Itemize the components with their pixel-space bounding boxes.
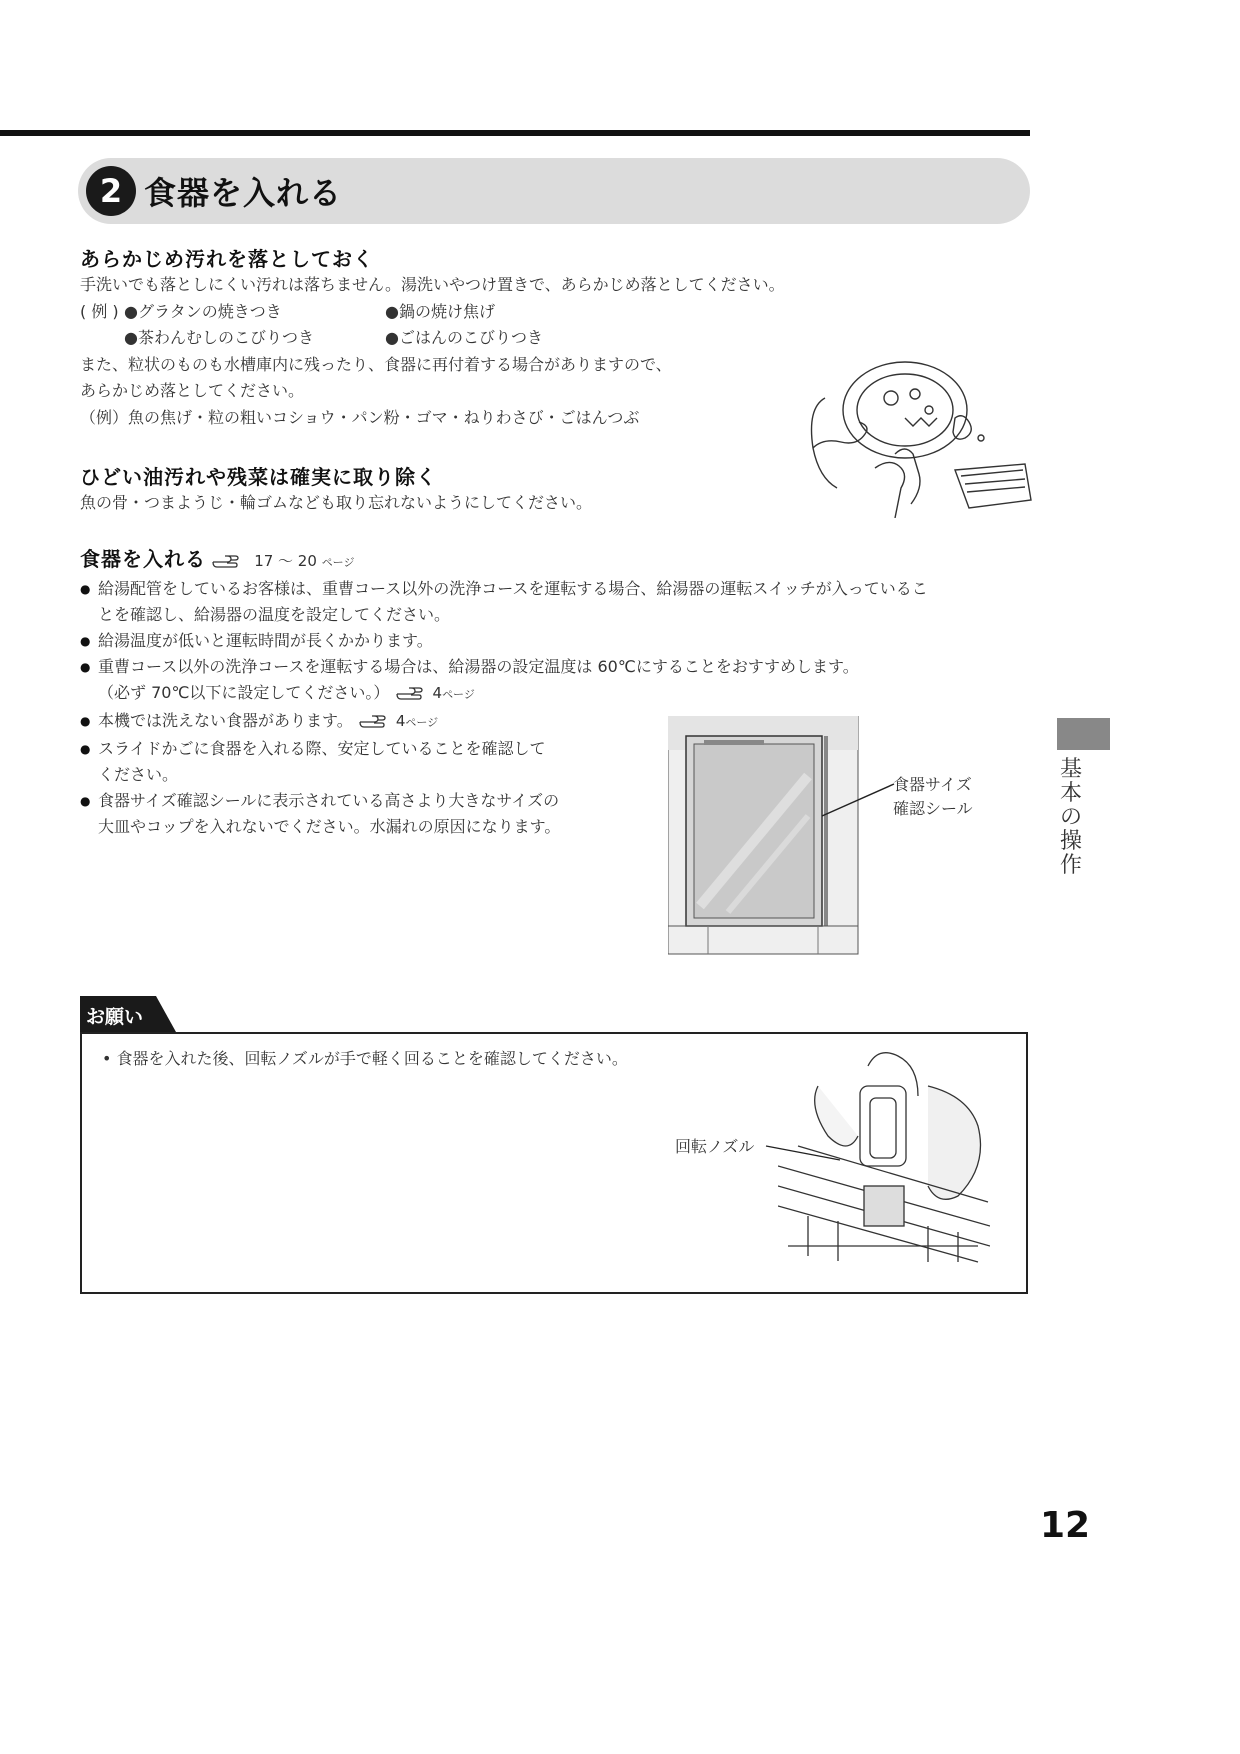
- heading-remove-debris: ひどい油汚れや残菜は確実に取り除く: [80, 465, 437, 489]
- section-title: 食器を入れる: [144, 174, 343, 212]
- list-item: ● 食器サイズ確認シールに表示されている高さより大きなサイズの: [80, 788, 1035, 814]
- list-item: ● 本機では洗えない食器があります。 4ページ: [80, 708, 1035, 736]
- dishwasher-front-illustration: [668, 716, 860, 956]
- pointing-hand-icon: [358, 712, 396, 728]
- list-item-continued: とを確認し、給湯器の温度を設定してください。: [98, 605, 451, 624]
- callout-rotating-nozzle: 回転ノズル: [675, 1137, 755, 1156]
- heading-prewash: あらかじめ汚れを落としておく: [80, 247, 374, 271]
- plate-scraping-illustration: [805, 358, 1035, 518]
- list-item: ● 重曹コース以外の洗浄コースを運転する場合は、給湯器の設定温度は 60℃にすることをおすすめします。: [80, 654, 1035, 680]
- example-item-gratin: ●グラタンの焼きつき: [124, 302, 282, 321]
- side-tab-marker: [1057, 718, 1110, 750]
- prewash-text-4: （例）魚の焦げ・粒の粗いコショウ・パン粉・ゴマ・ねりわさび・ごはんつぶ: [80, 408, 640, 427]
- example-item-chawanmushi: ●茶わんむしのこびりつき: [124, 328, 314, 347]
- list-item-continued: 大皿やコップを入れないでください。水漏れの原因になります。: [98, 817, 561, 836]
- page-number: 12: [1040, 1505, 1091, 1546]
- prewash-text-1: 手洗いでも落としにくい汚れは落ちません。湯洗いやつけ置きで、あらかじめ落としてください。: [80, 275, 785, 294]
- remove-debris-text: 魚の骨・つまようじ・輪ゴムなども取り忘れないようにしてください。: [80, 493, 593, 512]
- reference-pages: 17 ～ 20 ページ: [254, 552, 355, 570]
- example-label: ( 例 ): [80, 302, 119, 321]
- example-item-pot: ●鍋の焼け焦げ: [385, 302, 495, 321]
- prewash-text-2: また、粒状のものも水槽庫内に残ったり、食器に再付着する場合がありますので、: [80, 355, 672, 374]
- top-rule: [0, 130, 1030, 136]
- side-tab-label: 基 本 の 操 作: [1059, 757, 1082, 878]
- list-item-continued: ください。: [98, 765, 179, 784]
- onegai-label: お願い: [86, 1006, 144, 1028]
- callout-line: [820, 780, 900, 820]
- rotating-nozzle-illustration: [778, 1046, 990, 1268]
- load-dishes-heading-row: [80, 543, 354, 572]
- onegai-text: • 食器を入れた後、回転ノズルが手で軽く回ることを確認してください。: [102, 1049, 628, 1068]
- list-item-continued: （必ず 70℃以下に設定してください。） 4ページ: [98, 683, 475, 702]
- example-item-rice: ●ごはんのこびりつき: [385, 328, 543, 347]
- prewash-text-3: あらかじめ落としてください。: [80, 381, 305, 400]
- callout-size-sticker-1: 食器サイズ: [893, 775, 972, 794]
- heading-load-dishes: 食器を入れる: [80, 547, 206, 571]
- callout-size-sticker-2: 確認シール: [893, 799, 973, 818]
- list-item: ● 給湯配管をしているお客様は、重曹コース以外の洗浄コースを運転する場合、給湯器の運転スイッチが入っているこ: [80, 576, 1035, 602]
- section-banner: [78, 158, 1030, 224]
- pointing-hand-icon: [211, 552, 249, 568]
- list-item: ● スライドかごに食器を入れる際、安定していることを確認して: [80, 736, 1035, 762]
- list-item: ● 給湯温度が低いと運転時間が長くかかります。: [80, 628, 1035, 654]
- pointing-hand-icon: [395, 684, 433, 700]
- section-number-badge: 2: [86, 166, 136, 216]
